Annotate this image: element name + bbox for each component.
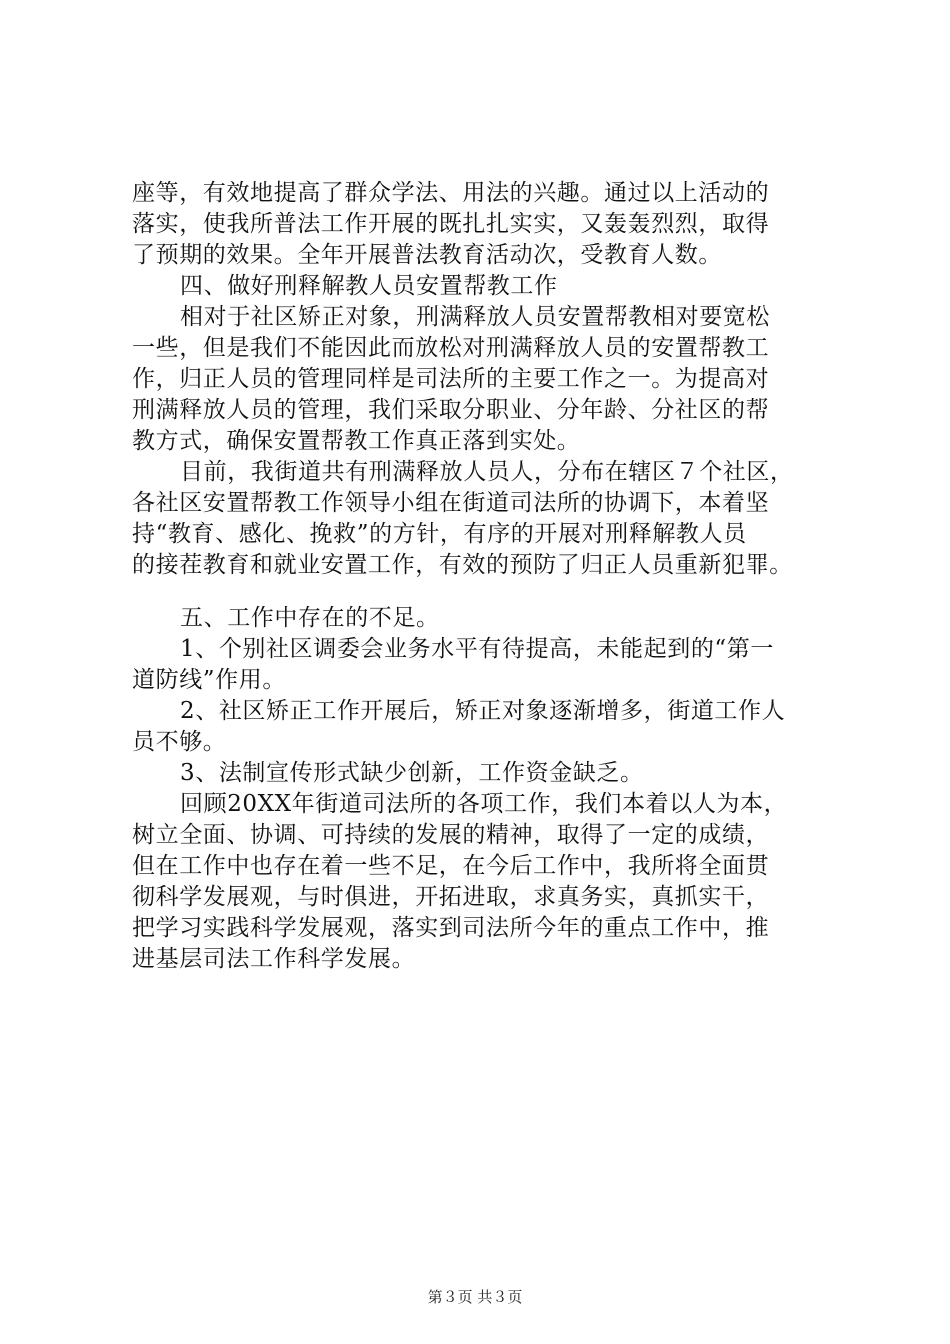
text-line: 员不够。 (132, 729, 227, 755)
text-line: 刑满释放人员的管理，我们采取分职业、分年龄、分社区的帮 (132, 397, 770, 423)
page-number-footer: 第３页 共３页 (427, 1288, 523, 1306)
section-heading: 四、做好刑释解教人员安置帮教工作 (180, 273, 558, 299)
text-line: 落实，使我所普法工作开展的既扎扎实实，又轰轰烈烈，取得 (132, 211, 770, 237)
text-line: 作，归正人员的管理同样是司法所的主要工作之一。为提高对 (132, 366, 770, 392)
text-line: 相对于社区矫正对象，刑满释放人员安置帮教相对要宽松 (180, 304, 770, 330)
text-line: 回顾20XX年街道司法所的各项工作，我们本着以人为本， (180, 791, 788, 817)
text-line: 目前，我街道共有刑满释放人员人，分布在辖区７个社区， (180, 459, 794, 485)
text-line: 树立全面、协调、可持续的发展的精神，取得了一定的成绩， (132, 822, 770, 848)
text-line: 教方式，确保安置帮教工作真正落到实处。 (132, 428, 581, 454)
text-line: 把学习实践科学发展观，落实到司法所今年的重点工作中，推 (132, 915, 770, 941)
text-line: 座等，有效地提高了群众学法、用法的兴趣。通过以上活动的 (132, 180, 770, 206)
text-line: 一些，但是我们不能因此而放松对刑满释放人员的安置帮教工 (132, 335, 770, 361)
text-line: 进基层司法工作科学发展。 (132, 946, 416, 972)
list-item: 3、法制宣传形式缺少创新，工作资金缺乏。 (180, 760, 644, 786)
section-heading: 五、工作中存在的不足。 (180, 605, 440, 631)
list-item: 2、社区矫正工作开展后，矫正对象逐渐增多，街道工作人 (180, 698, 786, 724)
text-line: 的接茬教育和就业安置工作，有效的预防了归正人员重新犯罪。 (132, 552, 793, 578)
text-line: 了预期的效果。全年开展普法教育活动次，受教育人数。 (132, 242, 722, 268)
text-line: 各社区安置帮教工作领导小组在街道司法所的协调下，本着坚 (132, 490, 770, 516)
text-line: 道防线”作用。 (132, 667, 286, 693)
list-item: 1、个别社区调委会业务水平有待提高，未能起到的“第一 (180, 636, 774, 662)
text-line: 但在工作中也存在着一些不足，在今后工作中，我所将全面贯 (132, 853, 770, 879)
text-line: 持“教育、感化、挽救”的方针，有序的开展对刑释解教人员 (132, 521, 747, 547)
text-line: 彻科学发展观，与时俱进，开拓进取，求真务实，真抓实干， (132, 884, 770, 910)
